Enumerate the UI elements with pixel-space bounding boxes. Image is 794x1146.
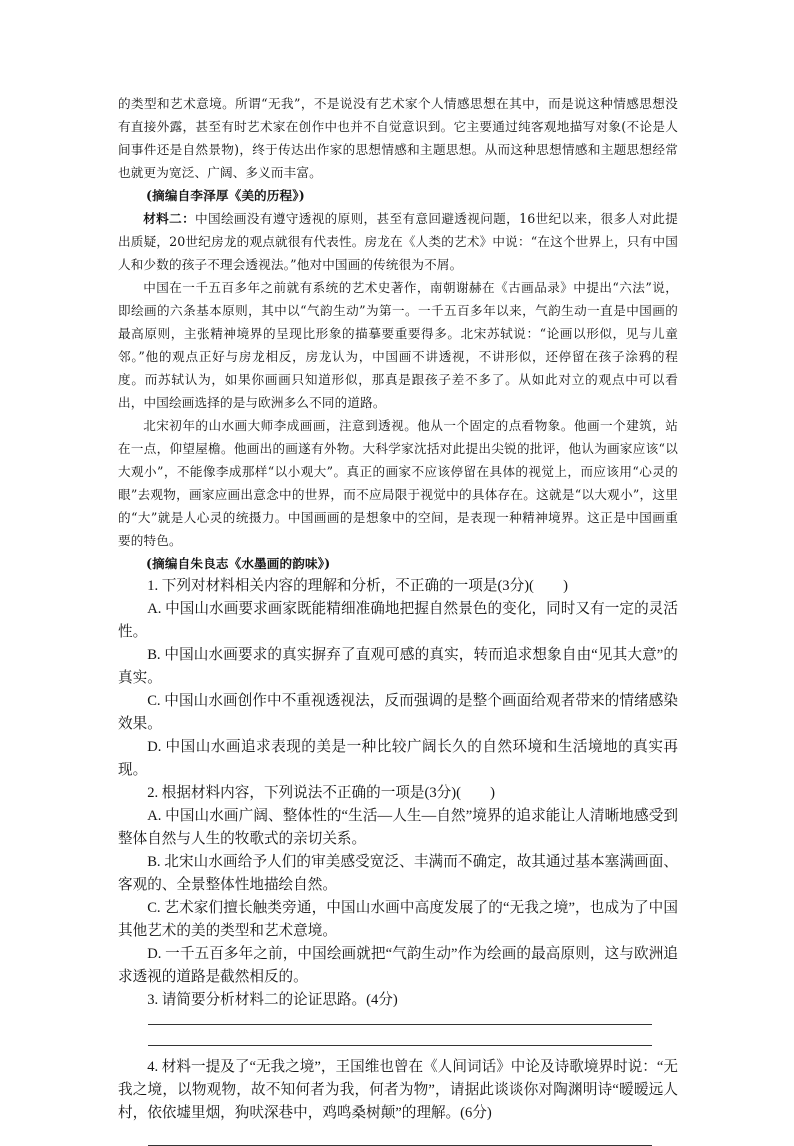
question-2-option-b: B. 北宋山水画给予人们的审美感受宽泛、丰满而不确定，故其通过基本塞满画面、客观的、全景整体性地描绘自然。: [118, 854, 678, 893]
question-1-option-a: A. 中国山水画要求画家既能精细准确地把握自然景色的变化，同时又有一定的灵活性。: [118, 601, 678, 640]
source-note-two: (摘编自朱良志《水墨画的韵味》): [146, 556, 331, 571]
material-two-label: 材料二：: [143, 211, 196, 226]
answer-line[interactable]: [148, 1045, 652, 1046]
material-two-paragraph-1: [118, 207, 678, 276]
question-1-option-c: C. 中国山水画创作中不重视透视法，反而强调的是整个画面给观者带来的情绪感染效果。: [118, 693, 678, 732]
question-2-option-a: A. 中国山水画广阔、整体性的“生活—人生—自然”境界的追求能让人清晰地感受到整体自然与人生的牧歌式的亲切关系。: [118, 808, 678, 847]
question-1: 1. 下列对材料相关内容的理解和分析，不正确的一项是(3分)( ): [147, 578, 568, 594]
question-2-option-d: D. 一千五百多年之前，中国绘画就把“气韵生动”作为绘画的最高原则，这与欧洲追求透视的道路是截然相反的。: [118, 946, 678, 985]
question-4: 4. 材料一提及了“无我之境”，王国维也曾在《人间词话》中论及诗歌境界时说：“无我之境，以物观物，故不知何者为我，何者为物”，请据此谈谈你对陶渊明诗“暧暧远人村，依依墟里烟，狗吠深巷中，鸡鸣桑树颠”的理解。(6分): [118, 1059, 678, 1121]
material-two-paragraph-3: 北宋初年的山水画大师李成画画，注意到透视。他从一个固定的点看物象。他画一个建筑，站在一点，仰望屋檐。他画出的画遂有外物。大科学家沈括对此提出尖锐的批评，他认为画家应该“以大观小”，不能像李成那样“以小观大”。真正的画家不应该停留在具体的视觉上，而应该用“心灵的眼”去观物，画家应画出意念中的世界，而不应局限于视觉中的具体存在。这就是“以大观小”，这里的“大”就是人心灵的统摄力。中国画画的是想象中的空间，是表现一种精神境界。这正是中国画重要的特色。: [118, 418, 678, 548]
answer-line[interactable]: [148, 1024, 652, 1025]
question-1-option-d: D. 中国山水画追求表现的美是一种比较广阔长久的自然环境和生活境地的真实再现。: [118, 739, 678, 778]
material-one-closing-paragraph: 的类型和艺术意境。所谓“无我”，不是说没有艺术家个人情感思想在其中，而是说这种情感思想没有直接外露，甚至有时艺术家在创作中也并不自觉意识到。它主要通过纯客观地描写对象(不论是人间事件还是自然景物)，终于传达出作家的思想情感和主题思想。从而这种思想情感和主题思想经常也就更为宽泛、广阔、多义而丰富。: [118, 96, 678, 180]
question-3: 3. 请简要分析材料二的论证思路。(4分): [147, 992, 398, 1008]
question-2-option-c: C. 艺术家们擅长触类旁通，中国山水画中高度发展了的“无我之境”，也成为了中国其他艺术的美的类型和艺术意境。: [118, 900, 678, 939]
document-page: [118, 92, 678, 1146]
source-note-one: (摘编自李泽厚《美的历程》): [146, 188, 305, 203]
material-two-paragraph-1-text: 中国绘画没有遵守透视的原则，甚至有意回避透视问题，16世纪以来，很多人对此提出质疑，20世纪房龙的观点就很有代表性。房龙在《人类的艺术》中说：“在这个世界上，只有中国人和少数的孩子不理会透视法。”他对中国画的传统很为不屑。: [118, 211, 678, 272]
question-2: 2. 根据材料内容，下列说法不正确的一项是(3分)( ): [147, 785, 495, 801]
material-two-paragraph-2: 中国在一千五百多年之前就有系统的艺术史著作，南朝谢赫在《古画品录》中提出“六法”说，即绘画的六条基本原则，其中以“气韵生动”为第一。一千五百多年以来，气韵生动一直是中国画的最高原则，主张精神境界的呈现比形象的描摹要重要得多。北宋苏轼说：“论画以形似，见与儿童邻。”他的观点正好与房龙相反，房龙认为，中国画不讲透视，不讲形似，还停留在孩子涂鸦的程度。而苏轼认为，如果你画画只知道形似，那真是跟孩子差不多了。从如此对立的观点中可以看出，中国绘画选择的是与欧洲多么不同的道路。: [118, 280, 678, 410]
question-1-option-b: B. 中国山水画要求的真实摒弃了直观可感的真实，转而追求想象自由“见其大意”的真实。: [118, 647, 678, 686]
